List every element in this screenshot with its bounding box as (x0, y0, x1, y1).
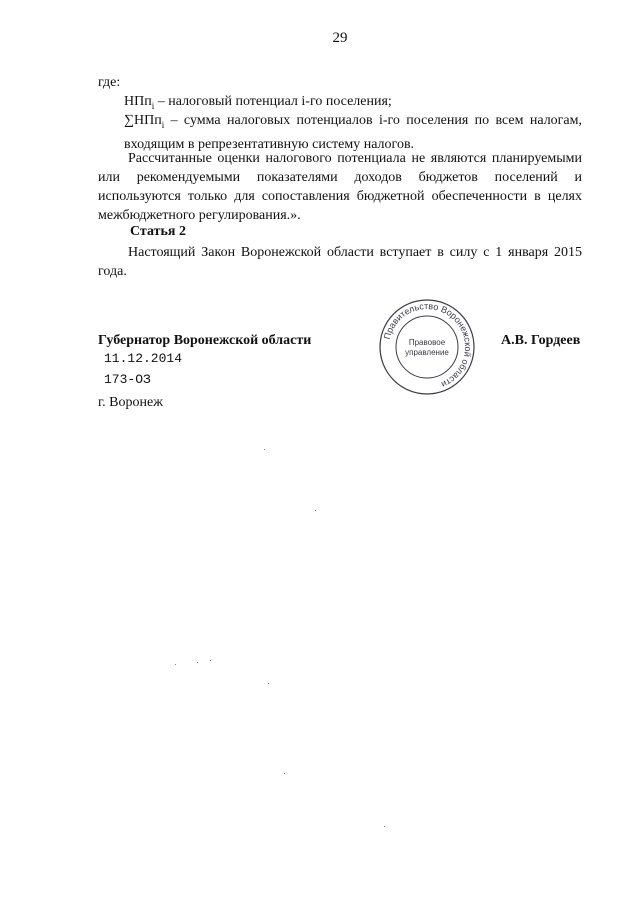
page-number: 29 (332, 30, 348, 46)
signatory-name: А.В. Гордеев (501, 333, 581, 348)
law-number: 173-ОЗ (104, 372, 151, 387)
scan-speck (264, 449, 265, 450)
def1-sub: i (151, 100, 155, 111)
where-label: где: (98, 75, 121, 90)
scan-speck (384, 826, 385, 827)
seal-inner-ring (396, 316, 458, 378)
scan-speck (175, 664, 176, 665)
scan-speck (315, 510, 316, 511)
signing-date: 11.12.2014 (104, 351, 183, 366)
scan-speck (197, 662, 198, 663)
def2-text: – сумма налоговых потенциалов i-го поселения по всем налогам, входящим в репрезентативную систему налогов. (124, 113, 582, 152)
seal-center-line2: управление (405, 348, 449, 357)
seal-ring-textpath: Правительство Воронежской области (381, 300, 474, 390)
governor-title: Губернатор Воронежской области (98, 333, 312, 348)
article-text: Настоящий Закон Воронежской области вступает в силу с 1 января 2015 года. (98, 245, 582, 279)
article-heading: Статья 2 (130, 224, 186, 239)
def1-text: – налоговый потенциал i-го поселения; (154, 94, 392, 109)
scan-speck (284, 773, 285, 774)
scan-speck (268, 683, 269, 684)
sum-symbol: ∑ (124, 113, 134, 128)
scan-speck (210, 660, 211, 661)
official-seal (378, 298, 476, 396)
def2-sub: i (161, 119, 165, 130)
definition-2 (98, 111, 582, 154)
def1-symbol: НПп (124, 94, 152, 109)
paragraph-estimates: Рассчитанные оценки налогового потенциала не являются планируемыми или рекомендуемыми показателями доходов бюджетов поселений и используются только для сопоставления бюджетной обеспеченности в целях межбюджетного регулирования.». (98, 151, 582, 223)
seal-center-line1: Правовое (408, 338, 446, 347)
def2-symbol: НПп (133, 113, 162, 128)
signing-city: г. Воронеж (98, 395, 163, 410)
seal-outer-ring (380, 300, 474, 394)
